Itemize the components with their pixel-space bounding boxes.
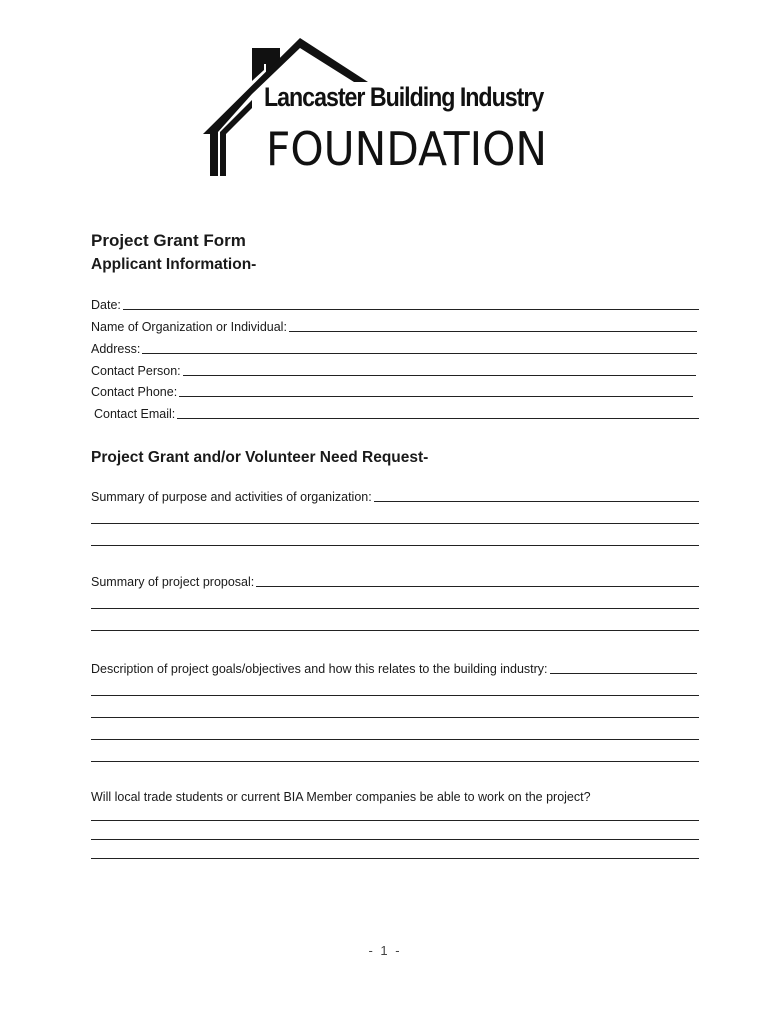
goals-input-line[interactable] bbox=[550, 672, 697, 674]
workforce-question bbox=[91, 786, 699, 804]
goals-answer-line[interactable] bbox=[91, 739, 699, 740]
logo-line2: FOUNDATION bbox=[266, 122, 548, 176]
contact-email-label: Contact Email: bbox=[94, 407, 176, 421]
purpose-question[interactable] bbox=[91, 486, 699, 504]
contact-person-field[interactable] bbox=[91, 360, 696, 378]
contact-person-input-line[interactable] bbox=[183, 374, 696, 376]
proposal-question[interactable] bbox=[91, 571, 699, 589]
workforce-answer-line[interactable] bbox=[91, 858, 699, 859]
proposal-answer-line[interactable] bbox=[91, 630, 699, 631]
contact-phone-input-line[interactable] bbox=[179, 395, 693, 397]
goals-label: Description of project goals/objectives and how this relates to the building industry: bbox=[91, 662, 548, 676]
date-field[interactable] bbox=[91, 294, 699, 312]
organization-input-line[interactable] bbox=[289, 330, 697, 332]
goals-answer-line[interactable] bbox=[91, 761, 699, 762]
workforce-label: Will local trade students or current BIA Member companies be able to work on the project? bbox=[91, 790, 591, 804]
purpose-answer-line[interactable] bbox=[91, 545, 699, 546]
goals-answer-line[interactable] bbox=[91, 695, 699, 696]
contact-phone-field[interactable] bbox=[91, 381, 693, 399]
contact-email-field[interactable] bbox=[94, 403, 699, 421]
page-number: - 1 - bbox=[368, 943, 402, 958]
address-field[interactable] bbox=[91, 338, 697, 356]
contact-phone-label: Contact Phone: bbox=[91, 385, 178, 399]
logo-line1: Lancaster Building Industry bbox=[264, 82, 544, 112]
proposal-label: Summary of project proposal: bbox=[91, 575, 255, 589]
proposal-input-line[interactable] bbox=[256, 585, 699, 587]
request-heading: Project Grant and/or Volunteer Need Request- bbox=[91, 449, 429, 466]
purpose-label: Summary of purpose and activities of organization: bbox=[91, 490, 372, 504]
address-input-line[interactable] bbox=[142, 352, 697, 354]
contact-email-input-line[interactable] bbox=[177, 417, 699, 419]
applicant-heading: Applicant Information- bbox=[91, 256, 257, 273]
workforce-answer-line[interactable] bbox=[91, 839, 699, 840]
address-label: Address: bbox=[91, 342, 141, 356]
purpose-answer-line[interactable] bbox=[91, 523, 699, 524]
form-title: Project Grant Form bbox=[91, 231, 246, 250]
date-input-line[interactable] bbox=[123, 308, 699, 310]
purpose-input-line[interactable] bbox=[374, 500, 699, 502]
goals-question[interactable] bbox=[91, 658, 697, 676]
goals-answer-line[interactable] bbox=[91, 717, 699, 718]
proposal-answer-line[interactable] bbox=[91, 608, 699, 609]
workforce-answer-line[interactable] bbox=[91, 820, 699, 821]
foundation-logo bbox=[200, 36, 595, 181]
contact-person-label: Contact Person: bbox=[91, 364, 181, 378]
date-label: Date: bbox=[91, 298, 121, 312]
organization-label: Name of Organization or Individual: bbox=[91, 320, 287, 334]
organization-field[interactable] bbox=[91, 316, 697, 334]
